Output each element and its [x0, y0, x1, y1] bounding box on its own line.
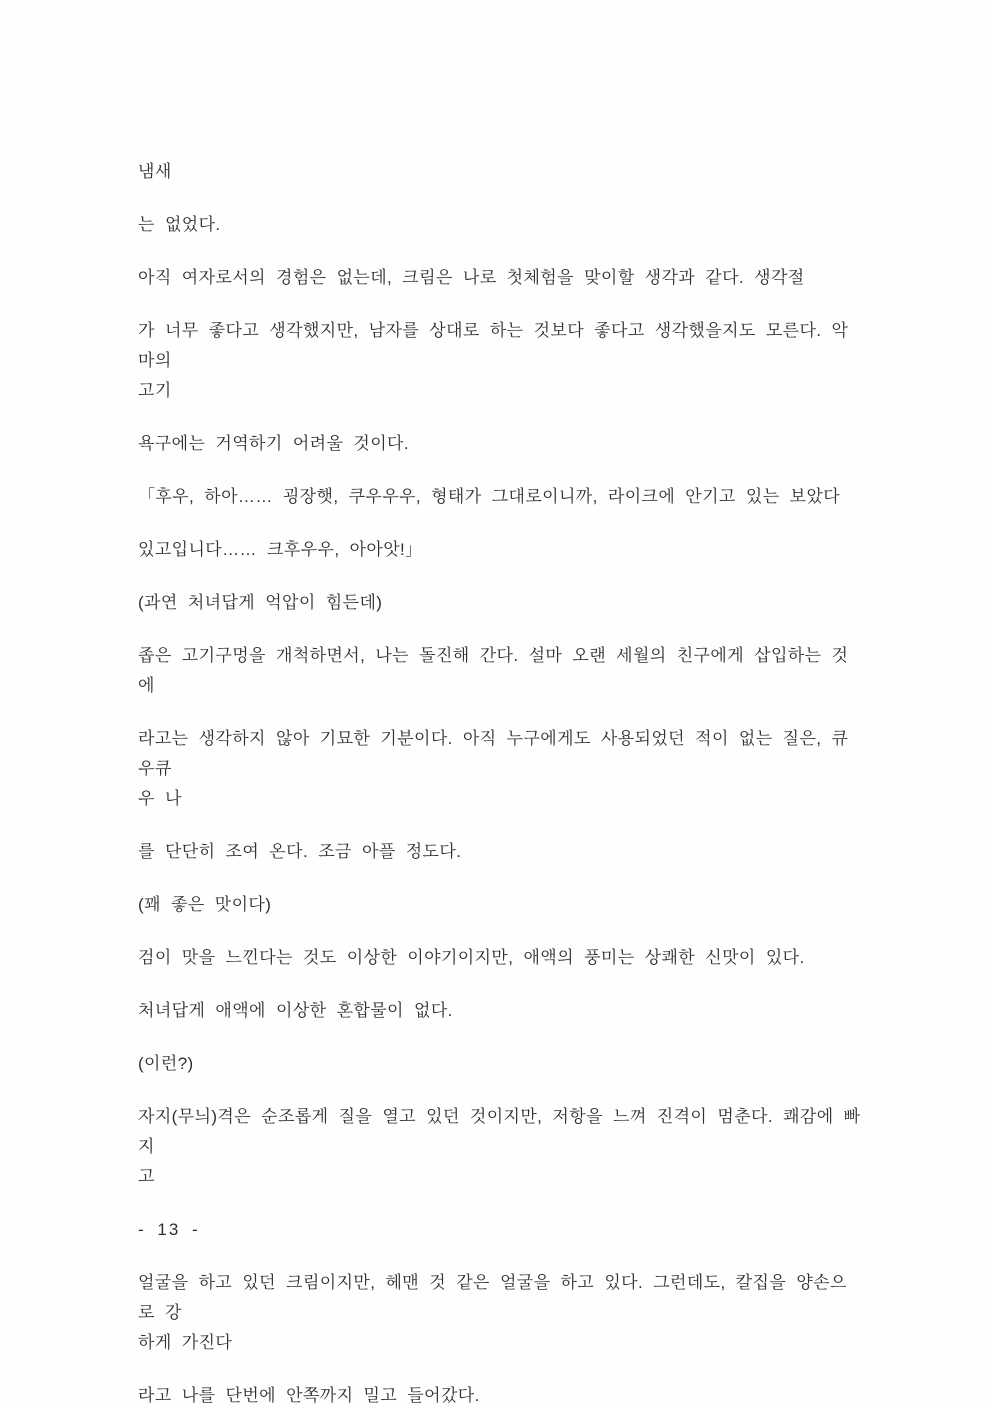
paragraph	[138, 1268, 862, 1358]
text-line: (과연 처녀답게 억압이 힘든데)	[138, 593, 383, 612]
paragraph	[138, 588, 862, 618]
text-line: 고	[138, 1167, 155, 1186]
paragraph	[138, 1102, 862, 1192]
text-line: 고기	[138, 381, 172, 400]
paragraph	[138, 943, 862, 973]
text-line: - 13 -	[138, 1220, 200, 1239]
text-line: 얼굴을 하고 있던 크림이지만, 헤맨 것 같은 얼굴을 하고 있다. 그런데도, 칼집을 양손으로 강	[138, 1273, 847, 1322]
text-line: 있고입니다…… 크후우우, 아아앗!」	[138, 540, 423, 559]
paragraph	[138, 316, 862, 406]
text-line: 욕구에는 거역하기 어려울 것이다.	[138, 434, 409, 453]
text-line: 하게 가진다	[138, 1333, 233, 1352]
paragraph	[138, 482, 862, 512]
paragraph	[138, 890, 862, 920]
paragraph	[138, 1049, 862, 1079]
text-line: (꽤 좋은 맛이다)	[138, 895, 272, 914]
text-line: (이런?)	[138, 1054, 194, 1073]
text-line: 라고 나를 단번에 안쪽까지 밀고 들어갔다.	[138, 1386, 480, 1405]
text-line: 우 나	[138, 789, 182, 808]
paragraph	[138, 535, 862, 565]
page-number	[138, 1215, 862, 1245]
text-line: 아직 여자로서의 경험은 없는데, 크림은 나로 첫체험을 맞이할 생각과 같다. 생각절	[138, 268, 805, 287]
paragraph	[138, 210, 862, 240]
text-line: 라고는 생각하지 않아 기묘한 기분이다. 아직 누구에게도 사용되었던 적이 없는 질은, 큐우큐	[138, 729, 849, 778]
paragraph	[138, 1381, 862, 1411]
paragraph	[138, 157, 862, 187]
text-line: 좁은 고기구멍을 개척하면서, 나는 돌진해 간다. 설마 오랜 세월의 친구에게 삽입하는 것에	[138, 646, 849, 695]
paragraph	[138, 263, 862, 293]
text-line: 처녀답게 애액에 이상한 혼합물이 없다.	[138, 1001, 453, 1020]
text-line: 가 너무 좋다고 생각했지만, 남자를 상대로 하는 것보다 좋다고 생각했을지도 모른다. 악마의	[138, 321, 849, 370]
text-line: 자지(무늬)격은 순조롭게 질을 열고 있던 것이지만, 저항을 느껴 진격이 멈춘다. 쾌감에 빠지	[138, 1107, 861, 1156]
text-line: 검이 맛을 느낀다는 것도 이상한 이야기이지만, 애액의 풍미는 상쾌한 신맛이 있다.	[138, 948, 805, 967]
paragraph	[138, 641, 862, 701]
paragraph	[138, 837, 862, 867]
text-line: 냄새	[138, 162, 172, 181]
text-line: 는 없었다.	[138, 215, 221, 234]
text-line: 「후우, 하아…… 굉장햇, 쿠우우우, 형태가 그대로이니까, 라이크에 안기고 있는 보았다	[138, 487, 841, 506]
text-line: 를 단단히 조여 온다. 조금 아플 정도다.	[138, 842, 462, 861]
paragraph	[138, 429, 862, 459]
paragraph	[138, 724, 862, 814]
paragraph	[138, 996, 862, 1026]
